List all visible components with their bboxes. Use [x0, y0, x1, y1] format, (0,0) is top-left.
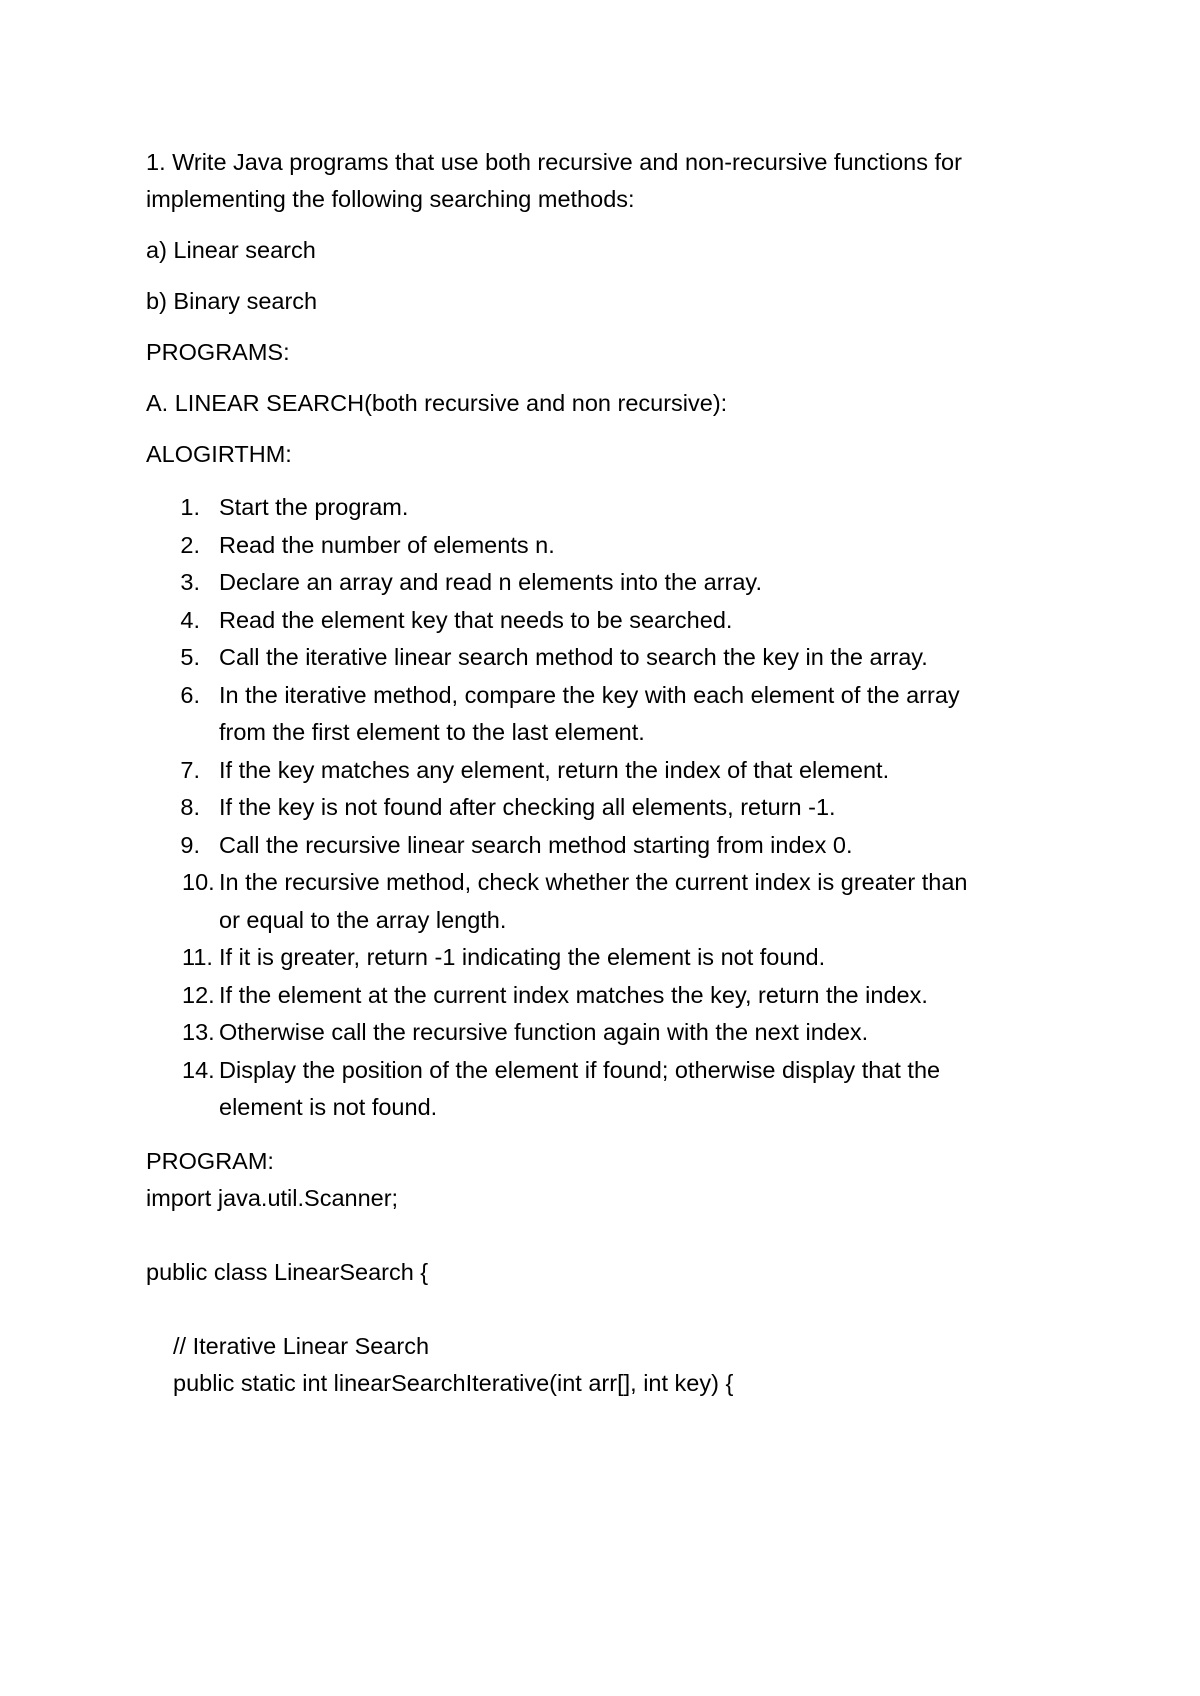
step-number: 3. — [180, 569, 200, 595]
step-text-continuation: element is not found. — [219, 1094, 438, 1120]
step-text-continuation: or equal to the array length. — [219, 906, 507, 933]
step-number: 2. — [180, 531, 200, 558]
step-number: 11. — [182, 944, 213, 970]
step-text: Read the element key that needs to be searched. — [219, 606, 733, 633]
program-heading: PROGRAM: — [146, 1147, 274, 1174]
step-text: Call the iterative linear search method to search the key in the array. — [219, 644, 928, 670]
question-text-line-1: 1. Write Java programs that use both recursive and non-recursive functions for — [146, 149, 962, 175]
algorithm-step — [146, 677, 1076, 752]
step-text: In the iterative method, compare the key with each element of the array — [219, 681, 960, 708]
step-number: 12. — [182, 981, 215, 1008]
method-binary-search: b) Binary search — [146, 288, 318, 314]
algorithm-step — [146, 864, 1076, 939]
step-number: 9. — [180, 831, 200, 858]
step-number: 10. — [182, 869, 215, 895]
code-class-declaration: public class LinearSearch { — [146, 1258, 429, 1285]
step-text: If the element at the current index matches the key, return the index. — [219, 981, 928, 1008]
step-text: Call the recursive linear search method starting from index 0. — [219, 831, 853, 858]
algorithm-step — [146, 939, 1076, 977]
step-number: 7. — [180, 756, 200, 783]
step-text: Read the number of elements n. — [219, 531, 555, 558]
algorithm-heading: ALOGIRTHM: — [146, 441, 292, 467]
algorithm-step — [146, 1052, 1076, 1127]
step-text: If the key matches any element, return the index of that element. — [219, 756, 890, 783]
code-comment: // Iterative Linear Search — [173, 1332, 430, 1359]
algorithm-step — [146, 1014, 1076, 1052]
algorithm-step — [146, 527, 1076, 565]
algorithm-step — [146, 639, 1076, 677]
algorithm-step — [146, 789, 1076, 827]
step-number: 13. — [182, 1019, 215, 1045]
step-number: 6. — [180, 681, 200, 708]
step-text: In the recursive method, check whether the current index is greater than — [219, 869, 968, 895]
algorithm-step — [146, 977, 1076, 1015]
step-text: If it is greater, return -1 indicating the element is not found. — [219, 944, 826, 970]
algorithm-step — [146, 752, 1076, 790]
step-number: 5. — [180, 644, 200, 670]
section-a-heading: A. LINEAR SEARCH(both recursive and non recursive): — [146, 390, 728, 416]
algorithm-step — [146, 564, 1076, 602]
algorithm-steps-list — [146, 489, 1076, 1127]
algorithm-step — [146, 827, 1076, 865]
document-content — [146, 144, 1076, 1402]
step-number: 1. — [180, 494, 200, 520]
question-text-line-2: implementing the following searching methods: — [146, 186, 635, 212]
step-text: Declare an array and read n elements into the array. — [219, 569, 762, 595]
step-text: If the key is not found after checking all elements, return -1. — [219, 794, 836, 820]
code-method-declaration: public static int linearSearchIterative(int arr[], int key) { — [173, 1369, 734, 1396]
step-text: Otherwise call the recursive function again with the next index. — [219, 1019, 869, 1045]
blank-line — [146, 1291, 1076, 1328]
step-text: Display the position of the element if found; otherwise display that the — [219, 1056, 941, 1083]
algorithm-step — [146, 602, 1076, 640]
method-linear-search: a) Linear search — [146, 237, 316, 263]
code-import-line: import java.util.Scanner; — [146, 1184, 399, 1211]
step-text-continuation: from the first element to the last element. — [219, 719, 645, 745]
step-number: 8. — [180, 794, 200, 820]
programs-heading: PROGRAMS: — [146, 339, 290, 365]
step-number: 14. — [182, 1056, 215, 1083]
step-text: Start the program. — [219, 494, 409, 520]
algorithm-step — [146, 489, 1076, 527]
step-number: 4. — [180, 606, 200, 633]
blank-line — [146, 1217, 1076, 1254]
